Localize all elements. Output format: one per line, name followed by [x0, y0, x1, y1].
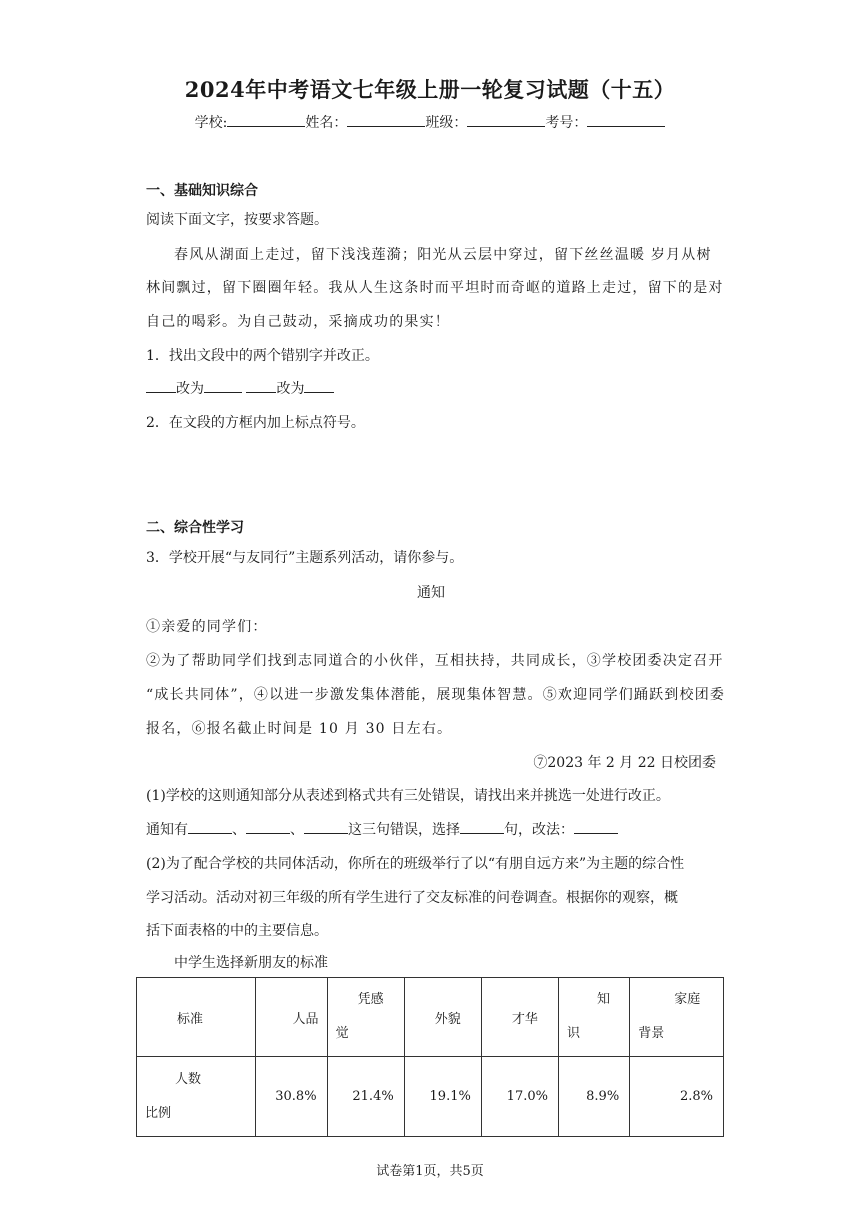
table-caption: 中学生选择新朋友的标准 — [174, 955, 328, 971]
question-3: 3．学校开展“与友同行”主题系列活动，请你参与。 — [146, 550, 464, 566]
section1-instruction: 阅读下面文字，按要求答题。 — [146, 212, 328, 228]
sub1-prefix: 通知有 — [146, 822, 188, 838]
question-2: 2．在文段的方框内加上标点符号。 — [146, 415, 365, 431]
sub1-mid: 这三句错误，选择 — [348, 822, 460, 838]
header-text: 知 — [596, 992, 610, 1007]
header-text: 才华 — [511, 1011, 538, 1027]
question-1: 1．找出文段中的两个错别字并改正。 — [146, 348, 379, 364]
class-blank[interactable] — [467, 112, 545, 127]
value-text: 2.8% — [679, 1089, 713, 1104]
sub1-blank-1[interactable] — [188, 819, 232, 834]
q1-blank-4[interactable] — [304, 378, 334, 393]
notice-line-3: “成长共同体”，④以进一步激发集体潜能，展现集体智慧。⑤欢迎同学们踊跃到校团委 — [146, 687, 726, 703]
q1-blank-3[interactable] — [246, 378, 276, 393]
value-text: 21.4% — [352, 1089, 394, 1104]
table-value-row — [137, 1057, 724, 1137]
sub1-sep-2: 、 — [290, 822, 304, 838]
sub-question-1: (1)学校的这则通知部分从表述到格式共有三处错误，请找出来并挑选一处进行改正。 — [146, 788, 670, 804]
row-label-cell — [137, 1057, 256, 1137]
name-label: 姓名： — [305, 115, 348, 131]
value-cell-4 — [481, 1057, 558, 1137]
q1-blank-1[interactable] — [146, 378, 176, 393]
value-cell-6 — [630, 1057, 724, 1137]
sub1-blank-3[interactable] — [304, 819, 348, 834]
value-cell-5 — [558, 1057, 629, 1137]
sub-question-2-line-2: 学习活动。活动对初三年级的所有学生进行了交友标准的问卷调查。根据你的观察，概 — [146, 890, 678, 906]
exam-title: 2024年中考语文七年级上册一轮复习试题（十五） — [184, 77, 676, 102]
question-1-answer-line — [146, 378, 334, 398]
sub1-blank-4[interactable] — [460, 819, 504, 834]
header-cell-4 — [481, 978, 558, 1057]
row-label-2: 比例 — [145, 1105, 172, 1121]
header-text: 家庭 — [674, 992, 701, 1007]
sub1-blank-5[interactable] — [574, 819, 618, 834]
section1-heading: 一、基础知识综合 — [146, 183, 258, 199]
header-text: 凭感 — [357, 992, 384, 1007]
sub1-blank-2[interactable] — [246, 819, 290, 834]
header-label-cell — [137, 978, 256, 1057]
school-label: 学校: — [194, 115, 228, 131]
header-text-2: 识 — [566, 1026, 580, 1041]
value-cell-3 — [404, 1057, 481, 1137]
value-text: 17.0% — [506, 1089, 548, 1104]
header-text-2: 觉 — [335, 1026, 349, 1041]
notice-signature: ⑦2023 年 2 月 22 日校团委 — [533, 755, 716, 771]
sub-question-2-line-3: 括下面表格的中的主要信息。 — [146, 923, 328, 939]
school-blank[interactable] — [227, 112, 305, 127]
header-cell-5 — [558, 978, 629, 1057]
header-cell-2 — [327, 978, 404, 1057]
header-text: 外貌 — [434, 1011, 461, 1027]
q1-blank-2[interactable] — [204, 378, 242, 393]
name-blank[interactable] — [347, 112, 425, 127]
q1-change-word-2: 改为 — [276, 381, 305, 397]
sub-question-2-line-1: (2)为了配合学校的共同体活动，你所在的班级举行了以“有朋自远方来”为主题的综合性 — [146, 856, 685, 872]
student-info-line — [0, 112, 860, 132]
header-cell-1 — [256, 978, 328, 1057]
value-text: 19.1% — [429, 1089, 471, 1104]
notice-title: 通知 — [417, 585, 445, 601]
value-text: 8.9% — [586, 1089, 620, 1104]
row-label-1: 人数 — [175, 1071, 202, 1087]
passage-line-3: 自己的喝彩。为自己鼓动，采摘成功的果实！ — [146, 314, 450, 330]
exam-no-label: 考号： — [545, 115, 588, 131]
notice-line-1: ①亲爱的同学们： — [146, 619, 268, 635]
exam-no-blank[interactable] — [587, 112, 665, 127]
friend-criteria-table — [136, 977, 724, 1137]
header-text-2: 背景 — [638, 1026, 665, 1041]
class-label: 班级： — [425, 115, 468, 131]
value-cell-1 — [256, 1057, 328, 1137]
header-cell-3 — [404, 978, 481, 1057]
value-text: 30.8% — [275, 1089, 317, 1104]
section2-heading: 二、综合性学习 — [146, 520, 244, 536]
sub1-mid2: 句，改法： — [504, 822, 574, 838]
notice-line-2: ②为了帮助同学们找到志同道合的小伙伴，互相扶持，共同成长，③学校团委决定召开 — [146, 653, 724, 669]
notice-line-4: 报名，⑥报名截止时间是 10 月 30 日左右。 — [146, 721, 453, 737]
sub1-sep-1: 、 — [232, 822, 246, 838]
header-cell-6 — [630, 978, 724, 1057]
header-text: 人品 — [292, 1011, 319, 1027]
page-footer: 试卷第1页，共5页 — [376, 1164, 484, 1179]
table-header-row — [137, 978, 724, 1057]
header-label: 标准 — [177, 1011, 204, 1027]
passage-line-1: 春风从湖面上走过，留下浅浅莲漪；阳光从云层中穿过，留下丝丝温暖 岁月从树 — [174, 247, 712, 263]
passage-line-2: 林间飘过，留下圈圈年轻。我从人生这条时而平坦时而奇岖的道路上走过，留下的是对 — [146, 280, 724, 296]
q1-change-word-1: 改为 — [176, 381, 204, 397]
value-cell-2 — [327, 1057, 404, 1137]
sub-question-1-answer-line — [146, 819, 618, 839]
